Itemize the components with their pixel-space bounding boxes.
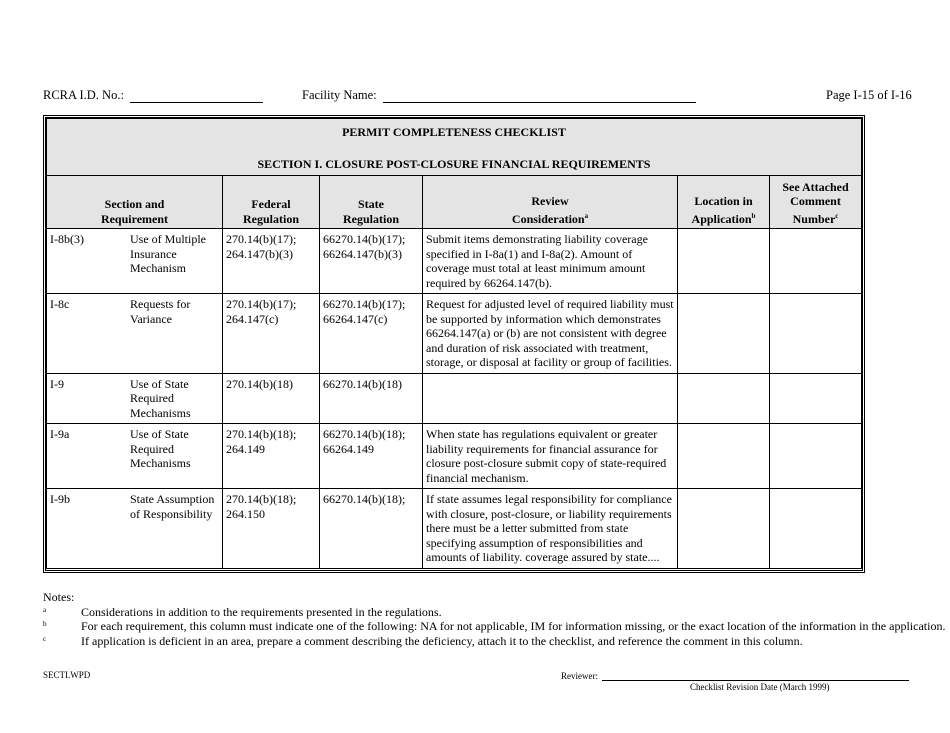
rcra-id-blank[interactable] (130, 90, 263, 103)
table-row: I-8c Requests for Variance 270.14(b)(17); 264.147(c) 66270.14(b)(17); 66264.147(c) Request for adjusted level of required liability must be supported by information which demonstrates 66264.147(a) or (b) are not consistent with degree and duration of risk associated with treatment, storage, or disposal at facility or group of facilities. (47, 294, 862, 374)
notes-label: Notes: (43, 590, 75, 604)
revision-date: Checklist Revision Date (March 1999) (690, 682, 830, 692)
table-row: I-9 Use of State Required Mechanisms 270.14(b)(18) 66270.14(b)(18) (47, 373, 862, 424)
col-review: Review Consideration$^a$ (423, 176, 678, 229)
table-row: I-9b State Assumption of Responsibility 270.14(b)(18); 264.150 66270.14(b)(18); If state assumes legal responsibility for compliance with closure, post-closure, or liability requirements there must be a letter submitted from state specifying assumption of responsibilities and amounts of liability. coverage assured by state.... (47, 489, 862, 569)
notes-section (43, 590, 945, 648)
location-cell[interactable] (678, 424, 770, 489)
comment-cell[interactable] (770, 294, 862, 374)
rcra-id-label: RCRA I.D. No.: (43, 88, 124, 102)
section-title: SECTION I. CLOSURE POST-CLOSURE FINANCIAL REQUIREMENTS (257, 156, 651, 171)
location-cell[interactable] (678, 489, 770, 569)
col-location: Location in Application$^b$ (678, 176, 770, 229)
reviewer-blank[interactable] (602, 670, 909, 681)
comment-cell[interactable] (770, 373, 862, 424)
page-number: Page I-15 of I-16 (826, 88, 912, 102)
facility-name-blank[interactable] (383, 90, 696, 103)
file-name: SECTI.WPD (43, 670, 91, 680)
location-cell[interactable] (678, 373, 770, 424)
facility-name-label: Facility Name: (302, 88, 377, 102)
col-state: State Regulation (320, 176, 423, 229)
location-cell[interactable] (678, 294, 770, 374)
column-header-row (47, 176, 862, 229)
table-title-row (47, 119, 862, 176)
col-comment: See Attached Comment Number$^c$ (770, 176, 862, 229)
table-row: I-9a Use of State Required Mechanisms 270.14(b)(18); 264.149 66270.14(b)(18); 66264.149 When state has regulations equivalent or greater liability requirements for financial assurance for closure post-closure submit copy of state-required financial mechanism. (47, 424, 862, 489)
col-section: Section and Requirement (47, 176, 223, 229)
table-row: I-8b(3) Use of Multiple Insurance Mechanism 270.14(b)(17); 264.147(b)(3) 66270.14(b)(17); 66264.147(b)(3) Submit items demonstrating liability coverage specified in I-8a(1) and I-8a(2). Amount of coverage must total at least minimum amount required by 66264.147(b). (47, 229, 862, 294)
note-item: b For each requirement, this column must indicate one of the following: NA for not applicable, IM for information missing, or the exact location of the information in the application. (43, 619, 946, 633)
comment-cell[interactable] (770, 424, 862, 489)
checklist-table (46, 118, 862, 569)
note-item: a Considerations in addition to the requirements presented in the regulations. (43, 604, 442, 619)
col-federal: Federal Regulation (223, 176, 320, 229)
location-cell[interactable] (678, 229, 770, 294)
comment-cell[interactable] (770, 229, 862, 294)
note-item: c If application is deficient in an area, prepare a comment describing the deficiency, attach it to the checklist, and reference the comment in this column. (43, 633, 803, 648)
reviewer-label: Reviewer: (561, 671, 598, 681)
reviewer-field (561, 670, 909, 681)
table-title: PERMIT COMPLETENESS CHECKLIST (342, 125, 566, 139)
comment-cell[interactable] (770, 489, 862, 569)
checklist-table-frame (43, 115, 865, 573)
facility-name-field (302, 88, 696, 103)
rcra-id-field (43, 88, 263, 103)
